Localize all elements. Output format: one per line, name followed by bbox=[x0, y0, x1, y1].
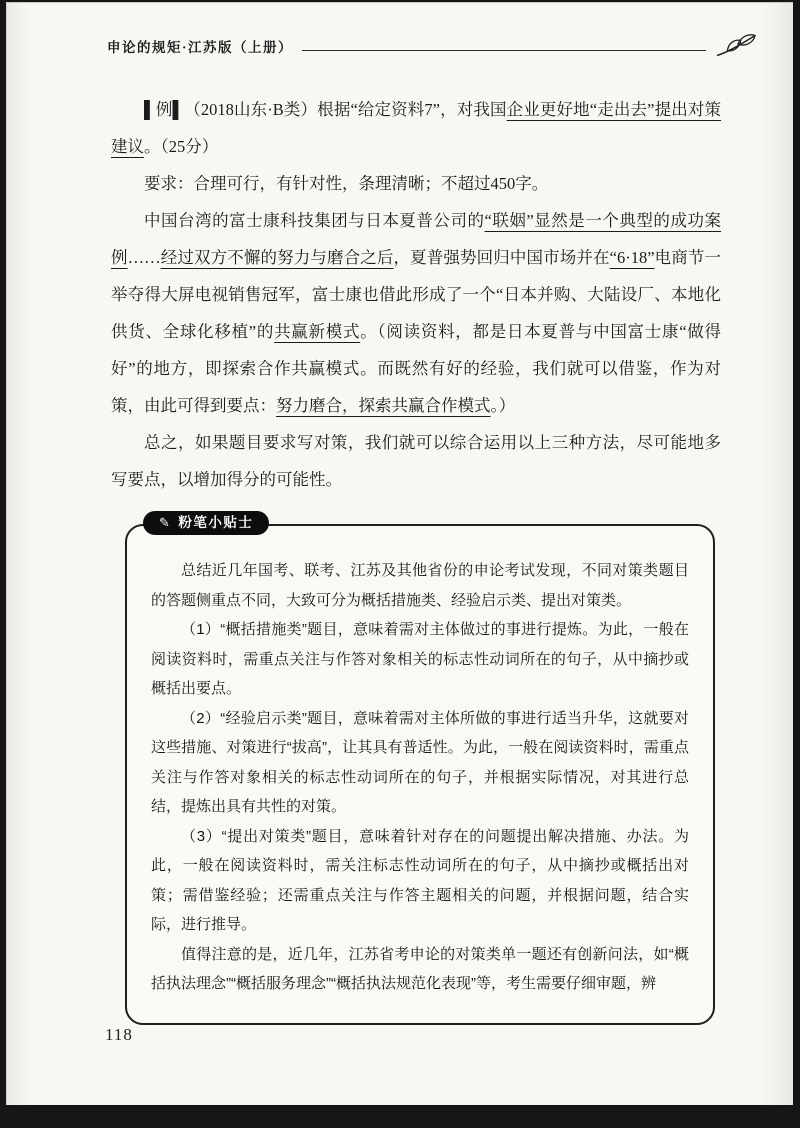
material-segment: ，夏普强势回归中国市场并在 bbox=[393, 248, 610, 267]
page-number: 118 bbox=[105, 1025, 133, 1044]
tips-label bbox=[143, 511, 269, 535]
tip-paragraph-intro: 总结近几年国考、联考、江苏及其他省份的申论考试发现，不同对策类题目的答题侧重点不同，大致可分为概括措施类、经验启示类、提出对策类。 bbox=[151, 562, 689, 609]
summary-paragraph: 总之，如果题目要求写对策，我们就可以综合运用以上三种方法，尽可能地多写要点，以增加得分的可能性。 bbox=[111, 433, 721, 489]
tip-paragraph-3: （3）“提出对策类”题目，意味着针对存在的问题提出解决措施、办法。为此，一般在阅读资料时，需关注标志性动词所在的句子，从中摘抄或概括出对策；需借鉴经验；还需重点关注与作答主题相关的问题，并根据问题，结合实际，进行推导。 bbox=[151, 827, 689, 933]
tip-paragraph-2: （2）“经验启示类”题目，意味着需对主体所做的事进行适当升华，这就要对这些措施、对策进行“拔高”，让其具有普适性。为此，一般在阅读资料时，需重点关注与作答对象相关的标志性动词所在的句子，并根据实际情况，对其进行总结，提炼出具有共性的对策。 bbox=[151, 709, 689, 815]
material-underline-618: “6·18” bbox=[609, 248, 655, 267]
material-paragraph bbox=[111, 202, 721, 424]
material-segment: …… bbox=[127, 248, 161, 267]
tips-label-text: 粉笔小贴士 bbox=[178, 515, 254, 530]
example-underlined-task: 企业更好地“走出去”提出对策建议 bbox=[111, 100, 721, 156]
material-segment: 电商节一举夺得大屏电视销售冠军，富士康也借此形成了一个“日本并购、大陆设厂、本地化供货、全球化移植”的 bbox=[111, 248, 722, 341]
example-score: 。（25分） bbox=[144, 137, 219, 156]
scanned-page bbox=[6, 2, 793, 1105]
material-underline-mohe: 经过双方不懈的努力与磨合之后 bbox=[160, 248, 394, 267]
book-title: 申论的规矩·江苏版（上册） bbox=[107, 40, 294, 55]
requirement-paragraph: 要求：合理可行，有针对性，条理清晰；不超过450字。 bbox=[144, 174, 549, 193]
tip-paragraph-1: （1）“概括措施类”题目，意味着需对主体做过的事进行提炼。为此，一般在阅读资料时，需重点关注与作答对象相关的标志性动词所在的句子，从中摘抄或概括出要点。 bbox=[151, 621, 689, 697]
main-content bbox=[111, 91, 721, 1025]
material-segment: 。（阅读资料，都是日本夏普与中国富士康“做得好”的地方，即探索合作共赢模式。而既然有好的经验，我们就可以借鉴，作为对策，由此可得到要点： bbox=[111, 322, 721, 415]
material-underline-lianyin: “联姻”显然是一个典型的成功案例 bbox=[111, 211, 721, 267]
example-paragraph bbox=[111, 91, 721, 165]
tips-box bbox=[125, 515, 715, 1025]
material-underline-gongying: 共赢新模式 bbox=[274, 322, 361, 341]
material-segment: 。） bbox=[490, 396, 516, 415]
tip-paragraph-note: 值得注意的是，近几年，江苏省考申论的对策类单一题还有创新问法，如“概括执法理念”“概括服务理念”“概括执法规范化表现”等，考生需要仔细审题，辨 bbox=[151, 945, 689, 992]
page-header bbox=[107, 31, 757, 61]
material-underline-keypoint: 努力磨合，探索共赢合作模式 bbox=[276, 396, 491, 415]
material-segment: 中国台湾的富士康科技集团与日本夏普公司的 bbox=[144, 211, 485, 230]
leaf-ornament-icon bbox=[715, 31, 757, 61]
header-rule bbox=[302, 50, 706, 51]
example-lead: ▌例▌（2018山东·B类）根据“给定资料7”，对我国 bbox=[144, 100, 507, 119]
pen-icon: ✎ bbox=[159, 515, 172, 531]
